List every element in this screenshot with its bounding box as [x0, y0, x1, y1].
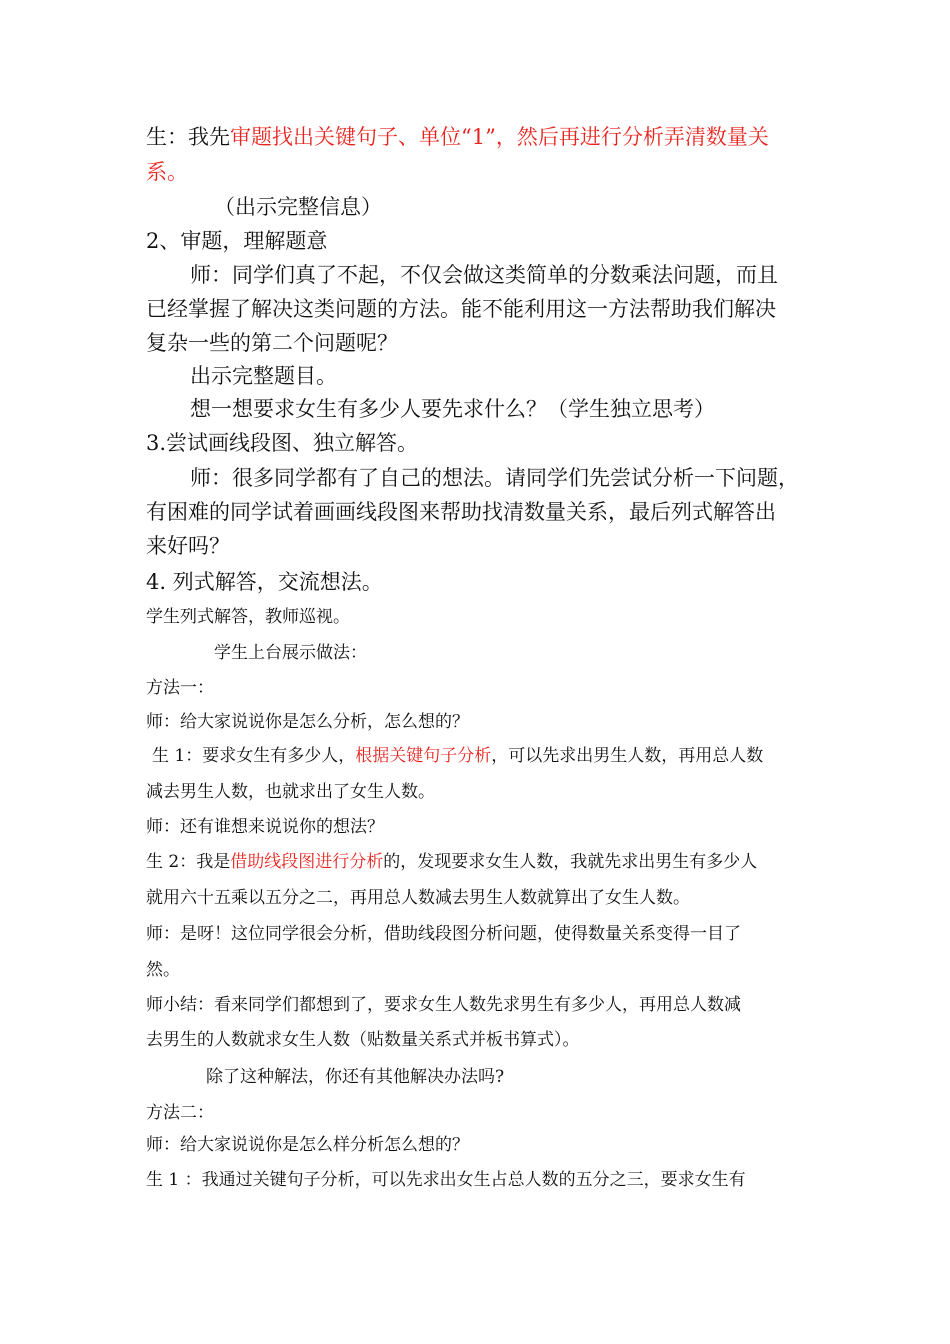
highlighted-text: 审题找出关键句子、单位“1”，然后再进行分析弄清数量关 [230, 125, 769, 149]
student-answer-line-2: 系。 [146, 160, 188, 184]
student-text: 生 1：要求女生有多少人， [152, 746, 356, 766]
student-2-line-1 [146, 847, 757, 872]
section-heading-2: 2、审题，理解题意 [146, 229, 328, 253]
teacher-ask-line-2: 师：还有谁想来说说你的想法？ [146, 817, 384, 837]
teacher-summary-line-1: 师小结：看来同学们都想到了，要求女生人数先求男生有多少人，再用总人数减 [146, 995, 741, 1015]
student-text: 生 2：我是 [146, 852, 231, 872]
student-1-line-1 [152, 741, 763, 766]
student-answer-line-1 [146, 121, 769, 151]
speaker-text: 生：我先 [146, 125, 230, 149]
highlighted-text: 根据关键句子分析 [355, 746, 492, 766]
teacher-summary-line-2: 去男生的人数就求女生人数（贴数量关系式并板书算式）。 [146, 1030, 580, 1050]
teacher-ask-line-3: 师：给大家说说你是怎么样分析怎么想的？ [146, 1135, 469, 1155]
show-info-note: （出示完整信息） [214, 195, 382, 219]
show-question-line: 出示完整题目。 [190, 364, 337, 388]
student-3-line-1: 生 1 ：我通过关键句子分析，可以先求出女生占总人数的五分之三，要求女生有 [146, 1170, 746, 1190]
student-2-line-2: 就用六十五乘以五分之二，再用总人数减去男生人数就算出了女生人数。 [146, 888, 690, 908]
teacher-ask-line-1: 师：给大家说说你是怎么分析，怎么想的？ [146, 712, 469, 732]
teacher-line-3: 复杂一些的第二个问题呢？ [146, 331, 398, 355]
student-1-line-2: 减去男生人数，也就求出了女生人数。 [146, 782, 435, 802]
teacher-comment-line-2: 然。 [146, 960, 180, 980]
student-text: ，可以先求出男生人数，再用总人数 [491, 746, 764, 766]
think-question-line: 想一想要求女生有多少人要先求什么？（学生独立思考） [190, 397, 715, 421]
section-heading-4: 4. 列式解答，交流想法。 [146, 570, 383, 594]
highlighted-text: 借助线段图进行分析 [230, 852, 384, 872]
teacher-line-1: 师：同学们真了不起，不仅会做这类简单的分数乘法问题，而且 [190, 263, 778, 287]
teacher-comment-line-1: 师：是呀！这位同学很会分析，借助线段图分析问题，使得数量关系变得一目了 [146, 924, 741, 944]
students-present-line: 学生上台展示做法： [214, 643, 367, 663]
teacher-line-5: 有困难的同学试着画画线段图来帮助找清数量关系，最后列式解答出 [146, 500, 776, 524]
method-one-heading: 方法一： [146, 678, 214, 698]
teacher-line-2: 已经掌握了解决这类问题的方法。能不能利用这一方法帮助我们解决 [146, 297, 776, 321]
section-heading-3: 3.尝试画线段图、独立解答。 [146, 431, 419, 455]
students-solve-line: 学生列式解答，教师巡视。 [146, 607, 350, 627]
other-method-question: 除了这种解法，你还有其他解决办法吗? [206, 1067, 505, 1087]
student-text: 的，发现要求女生人数，我就先求出男生有多少人 [383, 852, 758, 872]
method-two-heading: 方法二： [146, 1103, 214, 1123]
teacher-line-6: 来好吗？ [146, 534, 230, 558]
teacher-line-4: 师：很多同学都有了自己的想法。请同学们先尝试分析一下问题， [190, 466, 799, 490]
